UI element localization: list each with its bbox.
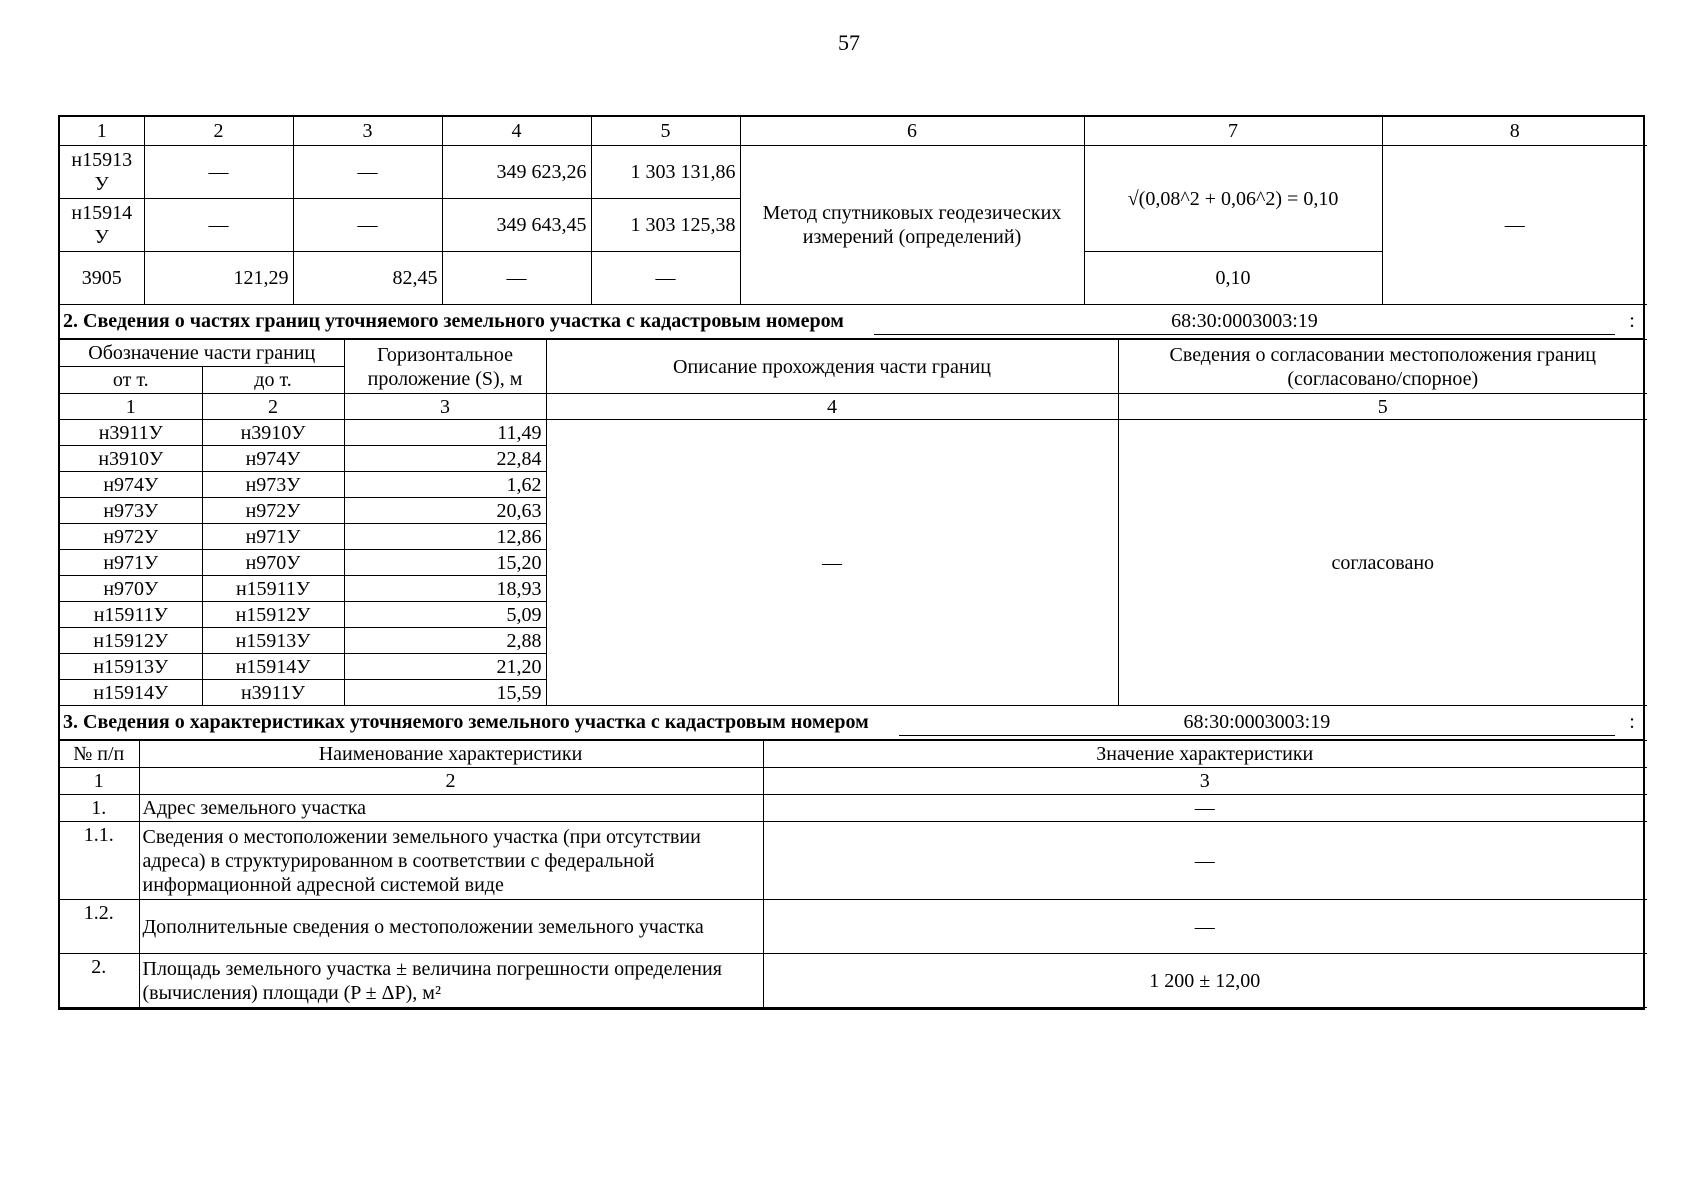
to-point: н970У	[202, 550, 344, 576]
from-point: н15911У	[60, 602, 202, 628]
coord-y: 1 303 125,38	[591, 199, 740, 252]
distance: 15,59	[344, 680, 546, 706]
coord-y: 1 303 131,86	[591, 146, 740, 199]
col-number: 1	[60, 117, 144, 146]
agreement-header: Сведения о согласовании местоположения границ (согласовано/спорное)	[1118, 340, 1647, 394]
col-number: 2	[139, 768, 763, 795]
point-id: н15913 У	[60, 146, 144, 199]
coordinates-table	[60, 117, 1647, 305]
table3-column-numbers	[60, 768, 1647, 795]
characteristic-value: —	[763, 822, 1647, 900]
col-number: 8	[1382, 117, 1647, 146]
table1-column-numbers	[60, 117, 1647, 146]
col-number: 4	[442, 117, 591, 146]
row-number: 2.	[60, 954, 139, 1008]
characteristic-value: 1 200 ± 12,00	[763, 954, 1647, 1008]
to-point: н15913У	[202, 628, 344, 654]
distance: 5,09	[344, 602, 546, 628]
cell: 121,29	[144, 252, 293, 305]
cell: —	[293, 146, 442, 199]
distance: 18,93	[344, 576, 546, 602]
coord-x: 349 623,26	[442, 146, 591, 199]
to-header: до т.	[202, 367, 344, 394]
section3-cad-number: 68:30:0003003:19	[899, 709, 1615, 736]
table-row	[60, 420, 1647, 446]
cell: 82,45	[293, 252, 442, 305]
coord-x: —	[442, 252, 591, 305]
characteristic-name: Дополнительные сведения о местоположении земельного участка	[139, 900, 763, 954]
name-header: Наименование характеристики	[139, 741, 763, 768]
section2-colon: :	[1629, 310, 1635, 332]
table-row	[60, 954, 1647, 1008]
section2-heading	[60, 305, 1643, 339]
boundary-parts-table	[60, 339, 1647, 706]
col-number: 6	[740, 117, 1084, 146]
description-header: Описание прохождения части границ	[546, 340, 1118, 394]
to-point: н15912У	[202, 602, 344, 628]
distance: 15,20	[344, 550, 546, 576]
horizontal-header: Горизонтальное проложение (S), м	[344, 340, 546, 394]
table-row	[60, 795, 1647, 822]
section3-heading	[60, 706, 1643, 740]
col-number: 5	[591, 117, 740, 146]
boundary-part-header: Обозначение части границ	[60, 340, 344, 367]
section2-cad-number: 68:30:0003003:19	[874, 308, 1615, 335]
characteristics-table	[60, 740, 1647, 1008]
from-point: н972У	[60, 524, 202, 550]
from-point: н973У	[60, 498, 202, 524]
cell: —	[293, 199, 442, 252]
table3-header-row	[60, 741, 1647, 768]
from-point: н974У	[60, 472, 202, 498]
col-number: 5	[1118, 394, 1647, 420]
to-point: н3911У	[202, 680, 344, 706]
col-number: 1	[60, 768, 139, 795]
method-cell: Метод спутниковых геодезических измерений (определений)	[740, 146, 1084, 305]
distance: 2,88	[344, 628, 546, 654]
from-point: н971У	[60, 550, 202, 576]
num-header: № п/п	[60, 741, 139, 768]
distance: 20,63	[344, 498, 546, 524]
row-number: 1.	[60, 795, 139, 822]
section3-colon: :	[1629, 711, 1635, 733]
value-header: Значение характеристики	[763, 741, 1647, 768]
table2-column-numbers	[60, 394, 1647, 420]
table-row	[60, 900, 1647, 954]
row-number: 1.2.	[60, 900, 139, 954]
cell: —	[144, 146, 293, 199]
col-number: 2	[144, 117, 293, 146]
distance: 11,49	[344, 420, 546, 446]
to-point: н3910У	[202, 420, 344, 446]
col8-cell: —	[1382, 146, 1647, 305]
characteristic-value: —	[763, 795, 1647, 822]
col-number: 7	[1084, 117, 1382, 146]
col-number: 3	[763, 768, 1647, 795]
distance: 21,20	[344, 654, 546, 680]
coord-x: 349 643,45	[442, 199, 591, 252]
distance: 1,62	[344, 472, 546, 498]
from-point: н970У	[60, 576, 202, 602]
to-point: н972У	[202, 498, 344, 524]
accuracy-value: 0,10	[1084, 252, 1382, 305]
accuracy-formula: √(0,08^2 + 0,06^2) = 0,10	[1084, 146, 1382, 252]
table-row	[60, 822, 1647, 900]
coord-y: —	[591, 252, 740, 305]
from-header: от т.	[60, 367, 202, 394]
col-number: 3	[293, 117, 442, 146]
col-number: 4	[546, 394, 1118, 420]
section2-title: 2. Сведения о частях границ уточняемого земельного участка с кадастровым номером	[63, 310, 844, 332]
from-point: н3910У	[60, 446, 202, 472]
to-point: н15914У	[202, 654, 344, 680]
col-number: 2	[202, 394, 344, 420]
point-id: 3905	[60, 252, 144, 305]
to-point: н974У	[202, 446, 344, 472]
col-number: 3	[344, 394, 546, 420]
from-point: н3911У	[60, 420, 202, 446]
from-point: н15914У	[60, 680, 202, 706]
characteristic-value: —	[763, 900, 1647, 954]
distance: 12,86	[344, 524, 546, 550]
cell: —	[144, 199, 293, 252]
to-point: н971У	[202, 524, 344, 550]
from-point: н15913У	[60, 654, 202, 680]
characteristic-name: Адрес земельного участка	[139, 795, 763, 822]
table-row	[60, 146, 1647, 199]
characteristic-name: Сведения о местоположении земельного участка (при отсутствии адреса) в структурированном в соответствии с федеральной информационной адресной системой виде	[139, 822, 763, 900]
row-number: 1.1.	[60, 822, 139, 900]
table2-header-row	[60, 340, 1647, 367]
page-number: 57	[838, 30, 860, 55]
point-id: н15914 У	[60, 199, 144, 252]
to-point: н973У	[202, 472, 344, 498]
to-point: н15911У	[202, 576, 344, 602]
distance: 22,84	[344, 446, 546, 472]
cadastral-sheet	[58, 115, 1645, 1010]
description-cell: —	[546, 420, 1118, 706]
agreement-cell: согласовано	[1118, 420, 1647, 706]
section3-title: 3. Сведения о характеристиках уточняемого земельного участка с кадастровым номером	[63, 711, 869, 733]
characteristic-name: Площадь земельного участка ± величина погрешности определения (вычисления) площади (P ± ΔP), м²	[139, 954, 763, 1008]
from-point: н15912У	[60, 628, 202, 654]
col-number: 1	[60, 394, 202, 420]
